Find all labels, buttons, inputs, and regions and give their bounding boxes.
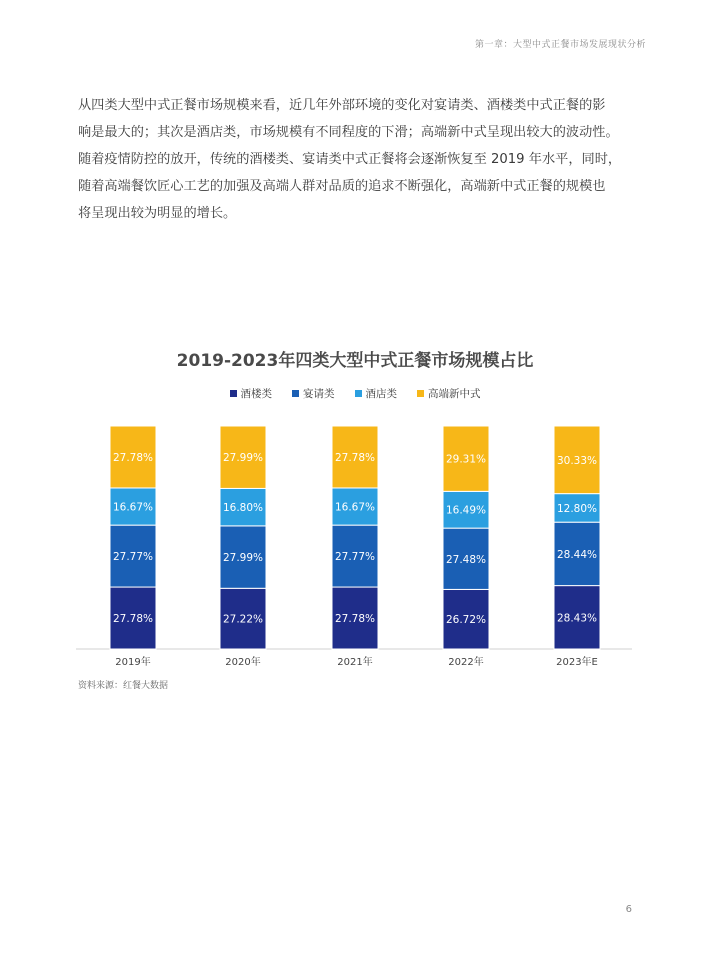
- data-label: 27.78%: [112, 613, 154, 626]
- chapter-header: 第一章：大型中式正餐市场发展现状分析: [474, 40, 646, 50]
- data-label: 27.77%: [112, 551, 154, 564]
- source-note: 资料来源：红餐大数据: [78, 681, 169, 691]
- data-label: 16.80%: [222, 502, 264, 515]
- data-label: 27.48%: [445, 553, 487, 566]
- data-label: 16.67%: [334, 501, 376, 514]
- paragraph-line: 从四类大型中式正餐市场规模来看，近几年外部环境的变化对宴请类、酒楼类中式正餐的影: [78, 98, 606, 113]
- data-label: 27.78%: [112, 451, 154, 464]
- x-tick-label: 2020年: [225, 657, 261, 668]
- x-tick-label: 2021年: [337, 657, 373, 668]
- paragraph-line: 随着疫情防控的放开，传统的酒楼类、宴请类中式正餐将会逐渐恢复至 2019 年水平，同时，: [78, 152, 622, 167]
- data-label: 27.22%: [222, 613, 264, 626]
- x-tick-label: 2022年: [448, 657, 484, 668]
- data-label: 12.80%: [556, 502, 598, 515]
- data-label: 27.99%: [222, 452, 264, 465]
- data-label: 29.31%: [445, 453, 487, 466]
- data-label: 16.67%: [112, 501, 154, 514]
- data-label: 27.77%: [334, 551, 376, 564]
- x-tick-label: 2023年E: [556, 657, 598, 668]
- data-label: 30.33%: [556, 454, 598, 467]
- legend-label: 酒楼类: [240, 388, 272, 400]
- paragraph-line: 响是最大的；其次是酒店类，市场规模有不同程度的下滑；高端新中式呈现出较大的波动性。: [78, 125, 619, 140]
- data-label: 28.44%: [556, 548, 598, 561]
- page-number: 6: [625, 904, 632, 915]
- legend-label: 高端新中式: [428, 388, 481, 400]
- legend-label: 酒店类: [365, 388, 397, 400]
- chart-title: 2019-2023年四类大型中式正餐市场规模占比: [176, 351, 534, 371]
- data-label: 27.78%: [334, 613, 376, 626]
- data-label: 27.99%: [222, 552, 264, 565]
- data-label: 28.43%: [556, 612, 598, 625]
- paragraph-line: 随着高端餐饮匠心工艺的加强及高端人群对品质的追求不断强化，高端新中式正餐的规模也: [78, 179, 606, 194]
- x-tick-label: 2019年: [115, 657, 151, 668]
- data-label: 27.78%: [334, 451, 376, 464]
- paragraph-line: 将呈现出较为明显的增长。: [78, 206, 237, 221]
- data-label: 16.49%: [445, 504, 487, 517]
- data-label: 26.72%: [445, 614, 487, 627]
- legend-label: 宴请类: [303, 388, 335, 400]
